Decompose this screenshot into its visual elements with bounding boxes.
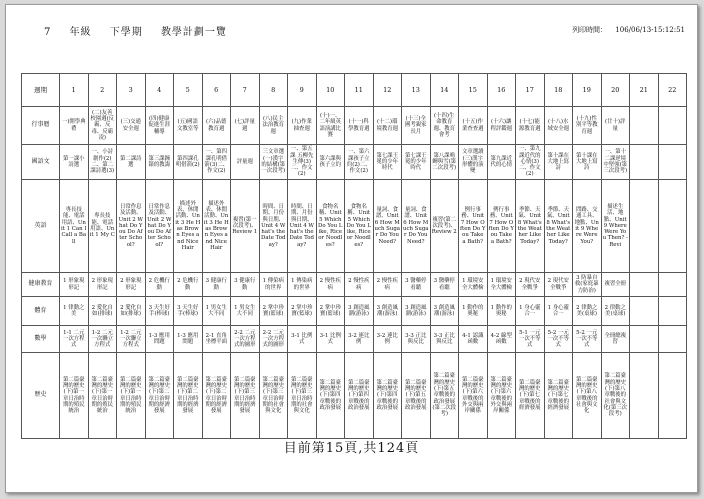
week-week-16-cell: 16	[487, 74, 516, 107]
history-week-14-cell: 第二篇臺灣的歷史(下)第五章戰後的政治發展(第二次段考)	[430, 353, 459, 439]
math-week-19-cell: 5-2 一元一次不等式	[573, 326, 602, 353]
pe-week-12-cell: 3 創造風潮(游泳)	[373, 297, 402, 326]
mandarin-week-7-cell: 評量週	[231, 145, 260, 180]
english-week-4-cell: 日常作息及活動、Unit 2 What Do You Do After School?	[145, 180, 174, 273]
grade-number: 7	[44, 27, 52, 38]
history-week-15-cell: 第二篇臺灣的歷史(下)第六章戰後的外交與兩岸關係	[459, 353, 488, 439]
week-week-18-cell: 18	[544, 74, 573, 107]
row-header-events: 行事曆	[22, 107, 60, 145]
events-week-19-cell: (十九)性別平等教育週	[573, 107, 602, 145]
history-week-13-cell: 第二篇臺灣的歷史(下)第五章戰後的政治發展	[402, 353, 431, 439]
english-week-3-cell: 日常作息及活動、Unit 2 What Do You Do After School?	[117, 180, 146, 273]
math-week-16-cell: 4-2 線型函數	[487, 326, 516, 353]
pe-week-20-cell: 2 律動之美(桌球)	[601, 297, 630, 326]
english-week-2-cell: 專長技能、電話用語、Unit 1 My C	[88, 180, 117, 273]
events-week-5-cell: (五)國語文教室等	[174, 107, 203, 145]
page-indicator: 目前第15頁,共124頁	[283, 441, 420, 456]
week-week-15-cell: 15	[459, 74, 488, 107]
print-page	[5, 4, 698, 493]
math-week-22-cell	[658, 326, 687, 353]
pe-week-6-cell: 1 男女生大不同	[202, 297, 231, 326]
health-week-16-cell: 1 環境安全大體檢	[487, 273, 516, 297]
history-week-17-cell: 第二篇臺灣的歷史(下)第七章戰後的經濟發展	[516, 353, 545, 439]
english-week-15-cell: 例行事務、Unit 7 How Often Do You Take a Bath?	[459, 180, 488, 273]
events-week-18-cell: (十八)水域安全週	[544, 107, 573, 145]
mandarin-week-13-cell: 第七課王冕的少年時代	[402, 145, 431, 180]
week-week-6-cell: 6	[202, 74, 231, 107]
events-week-13-cell: (十三)全國考親家長月	[402, 107, 431, 145]
grade-label: 年級	[69, 27, 92, 38]
row-health	[22, 273, 687, 297]
english-week-1-cell: 專長技能、電話用語、Unit 1 Can I Call a Ball	[60, 180, 89, 273]
events-week-2-cell: (二)友善校園週(反霸、反毒、反霸凌)	[88, 107, 117, 145]
week-week-12-cell: 12	[373, 74, 402, 107]
history-week-11-cell: 第二篇臺灣的歷史(下)第四章戰後的政治發展	[345, 353, 374, 439]
math-week-9-cell: 3-1 比例式	[288, 326, 317, 353]
pe-week-3-cell: 2 愛化自如(排球)	[117, 297, 146, 326]
events-week-10-cell: (十)一、二年級英語演講比賽	[316, 107, 345, 145]
health-week-22-cell	[658, 273, 687, 297]
health-week-2-cell: 2 形象現形記	[88, 273, 117, 297]
health-week-13-cell: 3 醫藥停看聽	[402, 273, 431, 297]
row-english	[22, 180, 687, 273]
english-week-13-cell: 量詞、食譜、Unit 6 How Much Sugar Do You Need?	[402, 180, 431, 273]
history-week-9-cell: 第二篇臺灣的歷史(下)第三章日治時期的社會與文化	[288, 353, 317, 439]
pe-week-19-cell: 2 律動之美(桌球)	[573, 297, 602, 326]
history-week-22-cell	[658, 353, 687, 439]
teaching-plan-table	[21, 73, 687, 439]
mandarin-week-5-cell: 第四課孔明借箭(2)	[174, 145, 203, 180]
math-week-17-cell: 5-1 一元一次不等式	[516, 326, 545, 353]
history-week-19-cell: 第二篇臺灣的歷史(下)第八章戰後的社會與文化	[573, 353, 602, 439]
events-week-4-cell: (四)健康促進生涯輔導	[145, 107, 174, 145]
week-week-14-cell: 14	[430, 74, 459, 107]
mandarin-week-11-cell: 一、第六課孩子立約(2)二、作文(2)	[345, 145, 374, 180]
events-week-8-cell: (八)民主法治教育週	[259, 107, 288, 145]
math-week-8-cell: 2-2 二元一次方程式的圖形	[259, 326, 288, 353]
health-week-8-cell: 1 傳染病的世界	[259, 273, 288, 297]
history-week-7-cell: 第二篇臺灣的歷史(下)第三章日治時期的經濟發展	[231, 353, 260, 439]
row-math	[22, 326, 687, 353]
english-week-8-cell: 時間、日期、月份與日期、Unit 4 What's the Date Today?	[259, 180, 288, 273]
week-week-2-cell: 2	[88, 74, 117, 107]
health-week-12-cell: 2 慢性疾病	[373, 273, 402, 297]
health-week-5-cell: 2 危機行動	[174, 273, 203, 297]
row-header-mandarin: 國語文	[22, 145, 60, 180]
history-week-16-cell: 第二篇臺灣的歷史(下)第六章戰後的外交與兩岸關係	[487, 353, 516, 439]
row-week	[22, 74, 687, 107]
week-week-5-cell: 5	[174, 74, 203, 107]
mandarin-week-8-cell: 三文章選(一)漢字的結構(第一次段考)	[259, 145, 288, 180]
mandarin-week-6-cell: 一、第四課孔明借箭(3)二、作文(2)	[202, 145, 231, 180]
english-week-22-cell	[658, 180, 687, 273]
pe-week-21-cell	[630, 297, 659, 326]
english-week-6-cell: 描述外表、休閒活動、Unit 3 He Has Brown Eyes and Nice Hair	[202, 180, 231, 273]
mandarin-week-15-cell: 文章選讀(三)漢字形體的演變	[459, 145, 488, 180]
row-header-english: 英語	[22, 180, 60, 273]
row-pe	[22, 297, 687, 326]
pe-week-11-cell: 3 創造風潮(游泳)	[345, 297, 374, 326]
health-week-20-cell: 複習全冊	[601, 273, 630, 297]
print-time	[566, 25, 685, 35]
pe-week-5-cell: 3 天生好手(棒球)	[174, 297, 203, 326]
mandarin-week-1-cell: 第一課小詩選	[60, 145, 89, 180]
health-week-11-cell: 2 慢性疾病	[345, 273, 374, 297]
english-week-11-cell: 食物名稱、Unit 5 Which Do You Like, Rice or Noodles?	[345, 180, 374, 273]
history-week-3-cell: 第二篇臺灣的歷史(下)第一章日治時期的殖民統治	[117, 353, 146, 439]
grade-header	[44, 23, 241, 38]
document-title: 教學計劃一覽	[160, 27, 227, 38]
english-week-19-cell: 問路、交通工具、地點、Unit 9 Where Were You?	[573, 180, 602, 273]
mandarin-week-4-cell: 第三課鐘錶的教誨	[145, 145, 174, 180]
row-history	[22, 353, 687, 439]
pe-week-1-cell: 1 律動之美	[60, 297, 89, 326]
pe-week-9-cell: 2 掌中珍寶(籃球)	[288, 297, 317, 326]
mandarin-week-2-cell: 一、小詩創作(2)二、第二課詩選(3)	[88, 145, 117, 180]
math-week-2-cell: 1-2 二元一次聯立方程式	[88, 326, 117, 353]
pe-week-8-cell: 2 掌中珍寶(籃球)	[259, 297, 288, 326]
mandarin-week-22-cell	[658, 145, 687, 180]
mandarin-week-20-cell: 一、第十二課逆境中堅強(第三次段考)	[601, 145, 630, 180]
row-header-history: 歷史	[22, 353, 60, 439]
pe-week-18-cell: 1 身心靈合一	[544, 297, 573, 326]
math-week-5-cell: 1-3 應用問題	[174, 326, 203, 353]
math-week-20-cell: 全冊總複習	[601, 326, 630, 353]
health-week-4-cell: 2 危機行動	[145, 273, 174, 297]
print-time-value: 106/06/13-15:12:51	[615, 26, 685, 34]
events-week-12-cell: (十二)環境教育週	[373, 107, 402, 145]
week-week-4-cell: 4	[145, 74, 174, 107]
events-week-9-cell: (九)作業抽查週	[288, 107, 317, 145]
mandarin-week-17-cell: 一、第九課近代的心情(3)二、作文(2)	[516, 145, 545, 180]
row-header-health: 健康教育	[22, 273, 60, 297]
english-week-7-cell: 複習(第一次段考)、Review 1	[231, 180, 260, 273]
pe-week-7-cell: 1 男女生大不同	[231, 297, 260, 326]
math-week-3-cell: 1-2 二元一次聯立方程式	[117, 326, 146, 353]
history-week-4-cell: 第二篇臺灣的歷史(下)第二章日治時期的經濟發展	[145, 353, 174, 439]
history-week-5-cell: 第二篇臺灣的歷史(下)第二章日治時期的經濟發展	[174, 353, 203, 439]
math-week-15-cell: 4-1 認識函數	[459, 326, 488, 353]
health-week-21-cell	[630, 273, 659, 297]
week-week-13-cell: 13	[402, 74, 431, 107]
health-week-17-cell: 2 現代安全戰爭	[516, 273, 545, 297]
pe-week-4-cell: 3 天生好手(棒球)	[145, 297, 174, 326]
pe-week-17-cell: 1 身心靈合一	[516, 297, 545, 326]
week-week-10-cell: 10	[316, 74, 345, 107]
english-week-21-cell	[630, 180, 659, 273]
events-week-16-cell: (十六)讓程評鑑週	[487, 107, 516, 145]
mandarin-week-18-cell: 第十課在大地上寫詩	[544, 145, 573, 180]
events-week-22-cell	[658, 107, 687, 145]
english-week-18-cell: 季節、天氣、Unit 8 What's the Weather Like Today?	[544, 180, 573, 273]
history-week-12-cell: 第二篇臺灣的歷史(下)第四章戰後的政治發展	[373, 353, 402, 439]
math-week-10-cell: 3-1 比例式	[316, 326, 345, 353]
english-week-9-cell: 時間、日期、月份與日期、Unit 4 What's the Date Today?	[288, 180, 317, 273]
pe-week-13-cell: 3 創造風潮(游泳)	[402, 297, 431, 326]
math-week-4-cell: 1-3 應用問題	[145, 326, 174, 353]
events-week-11-cell: (十一)科學教育週	[345, 107, 374, 145]
row-mandarin	[22, 145, 687, 180]
events-week-14-cell: (十四)生命教育週、教育會考	[430, 107, 459, 145]
english-week-12-cell: 量詞、食譜、Unit 6 How Much Sugar Do You Need?	[373, 180, 402, 273]
english-week-20-cell: 描述生活、地點、Unit 9 Where Were You Then? - Revi	[601, 180, 630, 273]
history-week-2-cell: 第二篇臺灣的歷史(下)第一章日治時期的殖民統治	[88, 353, 117, 439]
english-week-14-cell: 複習(第二次段考)、Review 2	[430, 180, 459, 273]
math-week-13-cell: 3-3 正比與反比	[402, 326, 431, 353]
math-week-7-cell: 2-2 二元一次方程式的圖形	[231, 326, 260, 353]
semester-label: 下學期	[109, 27, 143, 38]
row-header-pe: 體育	[22, 297, 60, 326]
health-week-7-cell: 3 健康行動	[231, 273, 260, 297]
row-header-week: 週期	[22, 74, 60, 107]
row-header-math: 數學	[22, 326, 60, 353]
math-week-1-cell: 1-1 二元一次方程式	[60, 326, 89, 353]
mandarin-week-19-cell: 第十課在大地上寫詩	[573, 145, 602, 180]
print-time-label: 列印時間：	[572, 26, 608, 34]
events-week-17-cell: (十七)能源教育週	[516, 107, 545, 145]
pe-week-14-cell: 3 創造風潮(游泳)	[430, 297, 459, 326]
events-week-7-cell: (七)評量週	[231, 107, 260, 145]
week-week-1-cell: 1	[60, 74, 89, 107]
mandarin-week-10-cell: 第六課與孩子立約	[316, 145, 345, 180]
history-week-20-cell: 第二篇臺灣的歷史(下)第八章戰後的社會與文化(第三次段考)	[601, 353, 630, 439]
health-week-19-cell: 3 防暴自救(家庭暴力防治)	[573, 273, 602, 297]
health-week-3-cell: 2 形象現形記	[117, 273, 146, 297]
week-week-20-cell: 20	[601, 74, 630, 107]
week-week-7-cell: 7	[231, 74, 260, 107]
week-week-22-cell: 22	[658, 74, 687, 107]
events-week-21-cell	[630, 107, 659, 145]
english-week-17-cell: 季節、天氣、Unit 8 What's the Weather Like Today?	[516, 180, 545, 273]
math-week-11-cell: 3-2 連比例	[345, 326, 374, 353]
mandarin-week-3-cell: 第二課詩選	[117, 145, 146, 180]
health-week-18-cell: 2 現代安全戰爭	[544, 273, 573, 297]
math-week-14-cell: 3-3 正比與反比	[430, 326, 459, 353]
history-week-6-cell: 第二篇臺灣的歷史(下)第二章日治時期的經濟發展	[202, 353, 231, 439]
week-week-11-cell: 11	[345, 74, 374, 107]
history-week-8-cell: 第二篇臺灣的歷史(下)第三章日治時期的社會與文化	[259, 353, 288, 439]
english-week-10-cell: 食物名稱、Unit 5 Which Do You Like, Rice or Noodles?	[316, 180, 345, 273]
health-week-6-cell: 3 健康行動	[202, 273, 231, 297]
health-week-1-cell: 1 形象現形記	[60, 273, 89, 297]
math-week-18-cell: 5-2 一元一次不等式	[544, 326, 573, 353]
pe-week-2-cell: 2 愛化自如(排球)	[88, 297, 117, 326]
history-week-21-cell	[630, 353, 659, 439]
history-week-10-cell: 第二篇臺灣的歷史(下)第四章戰後的政治發展	[316, 353, 345, 439]
row-events	[22, 107, 687, 145]
week-week-9-cell: 9	[288, 74, 317, 107]
math-week-12-cell: 3-2 連比例	[373, 326, 402, 353]
week-week-21-cell: 21	[630, 74, 659, 107]
health-week-9-cell: 1 傳染病的世界	[288, 273, 317, 297]
events-week-3-cell: (三)交通安全週	[117, 107, 146, 145]
english-week-16-cell: 例行事務、Unit 7 How Often Do You Take a Bath?	[487, 180, 516, 273]
events-week-20-cell: (廿十)評量	[601, 107, 630, 145]
events-week-6-cell: (六)品德教育週	[202, 107, 231, 145]
english-week-5-cell: 描述外表、休閒活動、Unit 3 He Has Brown Eyes and Nice Hair	[174, 180, 203, 273]
mandarin-week-14-cell: 第八課鳴蟬與雪(第二次段考)	[430, 145, 459, 180]
health-week-10-cell: 2 慢性疾病	[316, 273, 345, 297]
week-week-3-cell: 3	[117, 74, 146, 107]
events-week-1-cell: 一)開學典禮	[60, 107, 89, 145]
pe-week-16-cell: 1 動作的奧秘	[487, 297, 516, 326]
history-week-18-cell: 第二篇臺灣的歷史(下)第七章戰後的經濟發展	[544, 353, 573, 439]
pe-week-15-cell: 1 動作的奧秘	[459, 297, 488, 326]
events-week-15-cell: (十五)作業查查週	[459, 107, 488, 145]
week-week-8-cell: 8	[259, 74, 288, 107]
mandarin-week-16-cell: 第九課近代的心情	[487, 145, 516, 180]
health-week-15-cell: 1 環境安全大體檢	[459, 273, 488, 297]
math-week-6-cell: 2-1 直角坐標平面	[202, 326, 231, 353]
pe-week-10-cell: 2 掌中珍寶(籃球)	[316, 297, 345, 326]
math-week-21-cell	[630, 326, 659, 353]
mandarin-week-12-cell: 第七課王冕的少年時代	[373, 145, 402, 180]
week-week-19-cell: 19	[573, 74, 602, 107]
history-week-1-cell: 第二篇臺灣的歷史(下)第一章日治時期的殖民統治	[60, 353, 89, 439]
week-week-17-cell: 17	[516, 74, 545, 107]
mandarin-week-9-cell: 一、第五課 五柳先生傳(3)二、作文(2)	[288, 145, 317, 180]
pe-week-22-cell	[658, 297, 687, 326]
mandarin-week-21-cell	[630, 145, 659, 180]
health-week-14-cell: 3 醫藥停看聽	[430, 273, 459, 297]
